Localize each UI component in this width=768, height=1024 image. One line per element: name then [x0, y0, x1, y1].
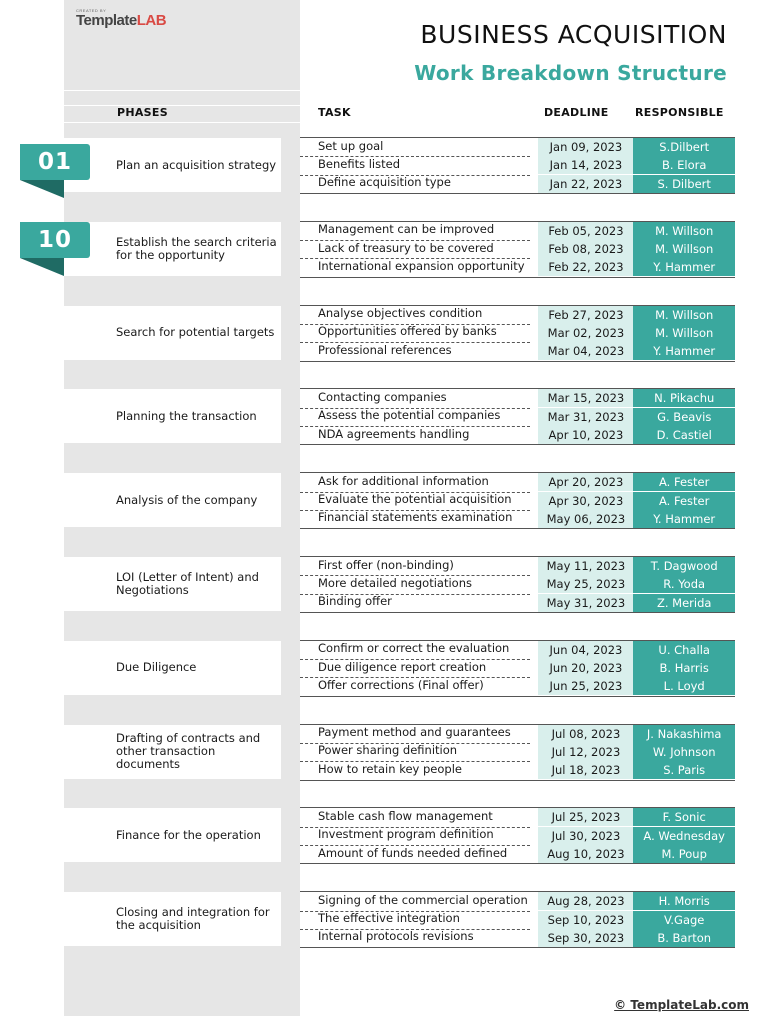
row-divider: [300, 696, 735, 697]
task-name: Benefits listed: [318, 158, 400, 171]
task-responsible: A. Wednesday: [633, 827, 735, 845]
task-name: Confirm or correct the evaluation: [318, 643, 510, 656]
phase-box: [64, 389, 281, 443]
task-name: Stable cash flow management: [318, 810, 493, 823]
task-responsible: L. Loyd: [633, 677, 735, 695]
page-subtitle: Work Breakdown Structure: [414, 61, 727, 85]
task-row: [300, 492, 735, 510]
row-divider: [300, 612, 735, 613]
task-deadline: Mar 02, 2023: [538, 324, 633, 342]
task-deadline: Sep 10, 2023: [538, 911, 633, 929]
task-deadline: Jul 18, 2023: [538, 761, 633, 779]
task-deadline: Jul 12, 2023: [538, 743, 633, 761]
task-responsible: H. Morris: [633, 892, 735, 910]
task-responsible: Y. Hammer: [633, 510, 735, 528]
row-divider: [300, 193, 735, 194]
task-name: International expansion opportunity: [318, 260, 525, 273]
task-row: [300, 594, 735, 612]
phase-name: Analysis of the company: [116, 492, 258, 507]
phase-name: Finance for the operation: [116, 827, 261, 842]
task-name: Opportunities offered by banks: [318, 326, 497, 339]
task-row: [300, 306, 735, 324]
task-deadline: Jul 30, 2023: [538, 827, 633, 845]
task-responsible: M. Willson: [633, 240, 735, 258]
row-divider: [300, 444, 735, 445]
task-row: [300, 473, 735, 491]
task-name: Financial statements examination: [318, 512, 513, 525]
task-name: Due diligence report creation: [318, 661, 487, 674]
task-responsible: W. Johnson: [633, 743, 735, 761]
logo-created-by: CREATED BY: [76, 8, 107, 13]
phase-box: [64, 725, 281, 779]
task-responsible: B. Barton: [633, 929, 735, 947]
task-row: [300, 175, 735, 193]
header-deadline: DEADLINE: [544, 106, 609, 119]
badge-fold: [20, 180, 64, 198]
task-name: Professional references: [318, 344, 452, 357]
task-responsible: M. Willson: [633, 222, 735, 240]
phase-box: [64, 641, 281, 695]
task-responsible: R. Yoda: [633, 575, 735, 593]
phase-box: [64, 222, 281, 276]
row-divider: [300, 863, 735, 864]
phase-name: LOI (Letter of Intent) and Negotiations: [116, 570, 259, 597]
task-name: Power sharing definition: [318, 745, 458, 758]
task-name: First offer (non-binding): [318, 559, 454, 572]
phase-name: Closing and integration for the acquisition: [116, 905, 270, 933]
task-deadline: Feb 08, 2023: [538, 240, 633, 258]
task-deadline: Apr 10, 2023: [538, 426, 633, 444]
task-row: [300, 761, 735, 779]
task-name: Amount of funds needed defined: [318, 847, 508, 860]
phase-name: Establish the search criteria for the opportunity: [116, 234, 277, 262]
task-name: Signing of the commercial operation: [318, 894, 528, 907]
task-row: [300, 743, 735, 761]
badge-label: 10: [20, 222, 90, 258]
task-deadline: Aug 10, 2023: [538, 845, 633, 863]
header-divider: [64, 105, 300, 106]
task-name: More detailed negotiations: [318, 577, 472, 590]
task-deadline: Jun 20, 2023: [538, 659, 633, 677]
task-row: [300, 827, 735, 845]
task-deadline: Mar 15, 2023: [538, 389, 633, 407]
task-responsible: D. Castiel: [633, 426, 735, 444]
task-responsible: N. Pikachu: [633, 389, 735, 407]
page-title: BUSINESS ACQUISITION: [420, 20, 727, 49]
task-responsible: V.Gage: [633, 911, 735, 929]
task-name: NDA agreements handling: [318, 428, 470, 441]
task-responsible: S.Dilbert: [633, 138, 735, 156]
task-row: [300, 222, 735, 240]
task-responsible: B. Harris: [633, 659, 735, 677]
phase-name: Drafting of contracts and other transaction documents: [116, 731, 261, 772]
task-deadline: May 25, 2023: [538, 575, 633, 593]
task-name: How to retain key people: [318, 763, 462, 776]
task-row: [300, 408, 735, 426]
task-name: Define acquisition type: [318, 177, 451, 190]
task-deadline: Jan 09, 2023: [538, 138, 633, 156]
task-responsible: Y. Hammer: [633, 342, 735, 360]
task-responsible: M. Poup: [633, 845, 735, 863]
task-row: [300, 575, 735, 593]
task-responsible: M. Willson: [633, 306, 735, 324]
task-name: Assess the potential companies: [318, 410, 501, 423]
task-name: Offer corrections (Final offer): [318, 679, 484, 692]
task-name: Evaluate the potential acquisition: [318, 494, 512, 506]
task-name: Binding offer: [318, 596, 392, 609]
task-row: [300, 342, 735, 360]
logo-wordmark-lab: LAB: [136, 12, 167, 29]
task-deadline: May 06, 2023: [538, 510, 633, 528]
task-name: The effective integration: [318, 913, 460, 925]
phase-box: [64, 557, 281, 611]
row-divider: [300, 277, 735, 278]
phase-number-badge: [20, 222, 90, 258]
task-row: [300, 389, 735, 407]
task-deadline: Mar 04, 2023: [538, 342, 633, 360]
task-responsible: Z. Merida: [633, 594, 735, 612]
task-responsible: T. Dagwood: [633, 557, 735, 575]
phase-box: [64, 473, 281, 527]
task-deadline: Apr 20, 2023: [538, 473, 633, 491]
task-name: Management can be improved: [318, 224, 495, 237]
task-responsible: S. Paris: [633, 761, 735, 779]
header-phases: PHASES: [117, 106, 168, 119]
task-deadline: Apr 30, 2023: [538, 492, 633, 510]
row-divider: [300, 780, 735, 781]
task-name: Contacting companies: [318, 391, 447, 404]
task-deadline: Feb 05, 2023: [538, 222, 633, 240]
task-name: Payment method and guarantees: [318, 727, 511, 740]
phase-box: [64, 306, 281, 360]
task-deadline: Jan 22, 2023: [538, 175, 633, 193]
badge-label: 01: [20, 144, 90, 180]
phase-name: Planning the transaction: [116, 408, 257, 423]
task-responsible: M. Willson: [633, 324, 735, 342]
task-deadline: Jul 25, 2023: [538, 808, 633, 826]
task-row: [300, 240, 735, 258]
task-row: [300, 659, 735, 677]
task-deadline: Mar 31, 2023: [538, 408, 633, 426]
task-row: [300, 156, 735, 174]
row-divider: [300, 528, 735, 529]
task-responsible: F. Sonic: [633, 808, 735, 826]
task-row: [300, 677, 735, 695]
task-row: [300, 510, 735, 528]
task-responsible: A. Fester: [633, 473, 735, 491]
task-deadline: Sep 30, 2023: [538, 929, 633, 947]
task-responsible: B. Elora: [633, 156, 735, 174]
task-responsible: Y. Hammer: [633, 258, 735, 276]
header-task: TASK: [318, 106, 351, 119]
task-row: [300, 845, 735, 863]
row-divider: [300, 947, 735, 948]
phase-box: [64, 808, 281, 862]
task-row: [300, 929, 735, 947]
header-responsible: RESPONSIBLE: [635, 106, 724, 119]
badge-fold: [20, 258, 64, 276]
task-row: [300, 641, 735, 659]
footer-credit-link[interactable]: © TemplateLab.com: [614, 998, 749, 1012]
task-responsible: G. Beavis: [633, 408, 735, 426]
task-deadline: Jan 14, 2023: [538, 156, 633, 174]
task-name: Investment program definition: [318, 829, 494, 842]
task-row: [300, 426, 735, 444]
phase-number-badge: [20, 144, 90, 180]
task-responsible: A. Fester: [633, 492, 735, 510]
header-divider: [64, 90, 300, 91]
task-name: Set up goal: [318, 140, 384, 153]
task-deadline: Jun 04, 2023: [538, 641, 633, 659]
task-name: Analyse objectives condition: [318, 308, 483, 321]
task-deadline: Jun 25, 2023: [538, 677, 633, 695]
task-deadline: Feb 22, 2023: [538, 258, 633, 276]
task-row: [300, 808, 735, 826]
task-name: Lack of treasury to be covered: [318, 242, 494, 255]
phase-box: [64, 138, 281, 192]
task-row: [300, 725, 735, 743]
task-deadline: Jul 08, 2023: [538, 725, 633, 743]
task-row: [300, 557, 735, 575]
task-row: [300, 138, 735, 156]
task-deadline: Aug 28, 2023: [538, 892, 633, 910]
task-deadline: May 11, 2023: [538, 557, 633, 575]
row-divider: [300, 361, 735, 362]
task-row: [300, 911, 735, 929]
task-deadline: May 31, 2023: [538, 594, 633, 612]
task-responsible: U. Challa: [633, 641, 735, 659]
logo-wordmark-template: Template: [76, 12, 137, 29]
phase-name: Due Diligence: [116, 660, 197, 675]
task-responsible: S. Dilbert: [633, 175, 735, 193]
task-name: Ask for additional information: [318, 475, 489, 488]
task-row: [300, 324, 735, 342]
task-row: [300, 892, 735, 910]
phase-box: [64, 892, 281, 946]
task-responsible: J. Nakashima: [633, 725, 735, 743]
header-divider: [64, 122, 300, 123]
task-row: [300, 258, 735, 276]
task-name: Internal protocols revisions: [318, 931, 474, 944]
task-deadline: Feb 27, 2023: [538, 306, 633, 324]
phase-name: Plan an acquisition strategy: [116, 157, 277, 172]
logo-wordmark: [76, 12, 166, 29]
templatelab-logo: [76, 8, 166, 29]
phase-name: Search for potential targets: [116, 325, 275, 340]
